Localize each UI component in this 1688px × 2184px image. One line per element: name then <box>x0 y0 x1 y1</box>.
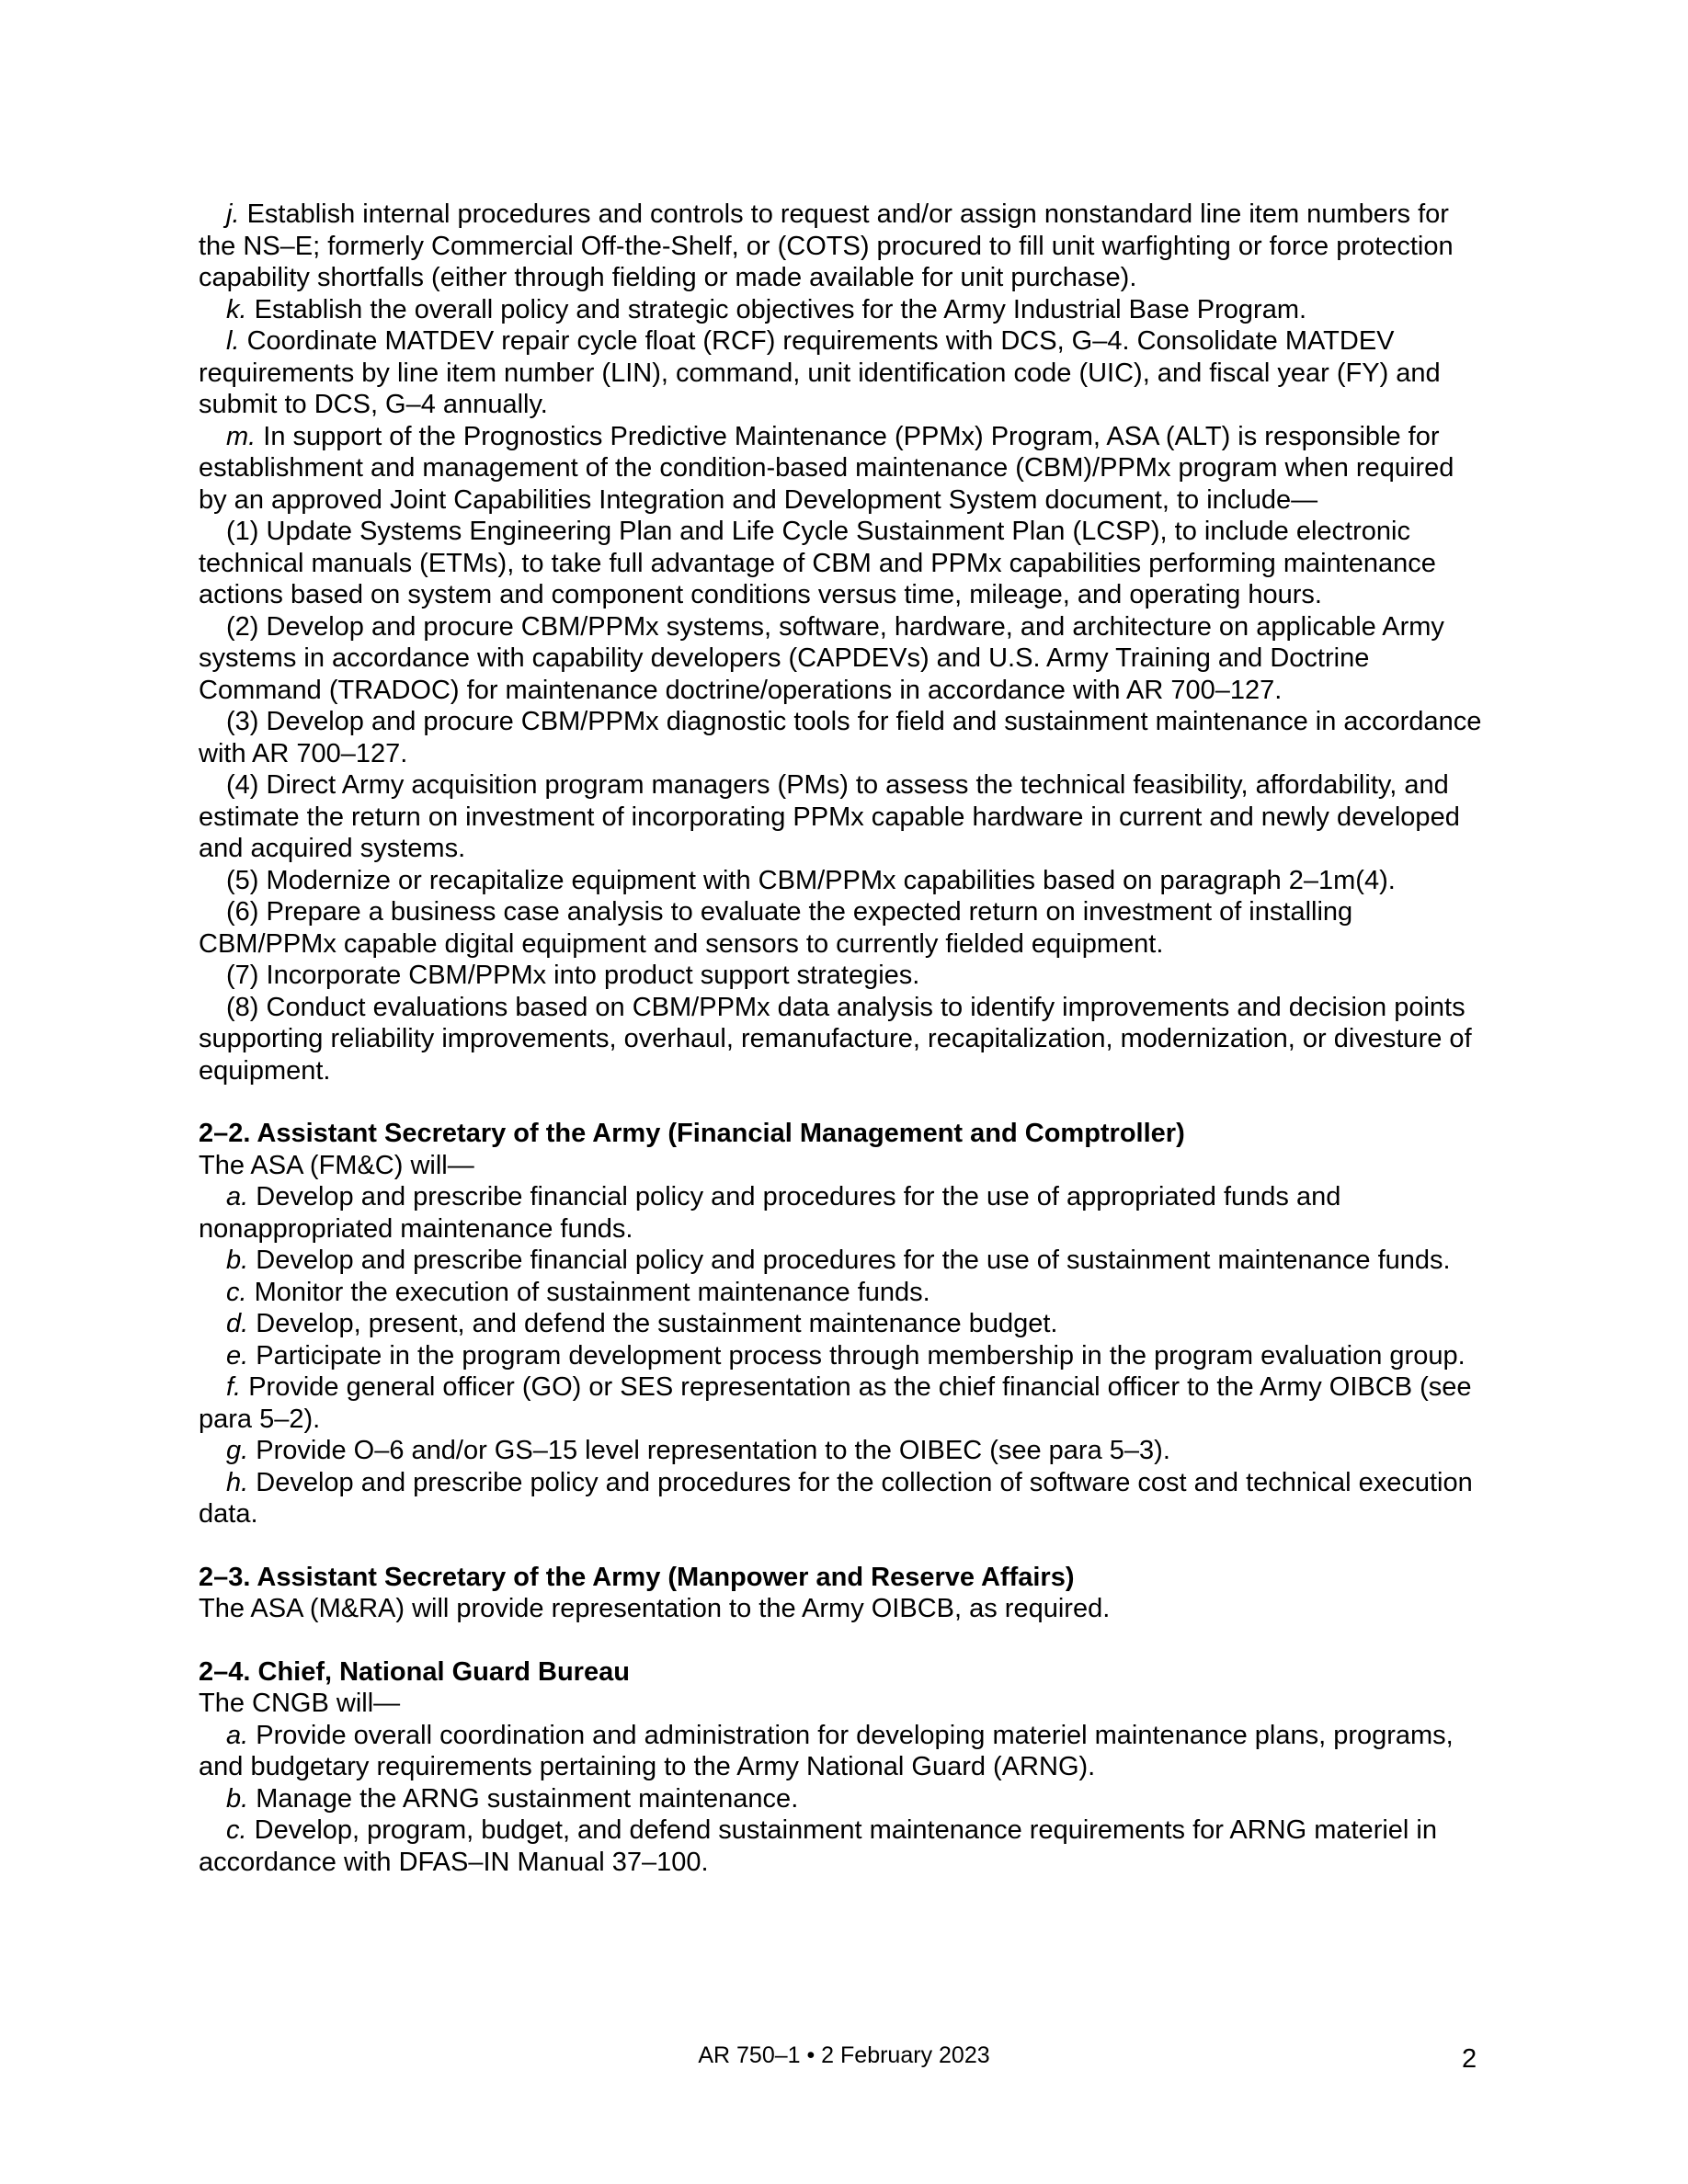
section-2-2 <box>199 1118 1489 1530</box>
paragraph-marker: (8) <box>226 992 259 1022</box>
paragraph-text: Coordinate MATDEV repair cycle float (RCF) requirements with DCS, G–4. Consolidate MATDEV requirements by line item number (LIN), command, unit identification code (UIC), and fiscal year (FY) and submit to DCS, G–4 annually. <box>199 326 1441 419</box>
paragraph-text: Establish internal procedures and controls to request and/or assign nonstandard line item numbers for the NS–E; formerly Commercial Off-the-Shelf, or (COTS) procured to fill unit warfighting or force protection capability shortfalls (either through fielding or made available for unit purchase). <box>199 199 1454 292</box>
section-item-d <box>199 1308 1489 1340</box>
item-marker: c. <box>226 1815 247 1845</box>
paragraph-m-1 <box>199 516 1489 611</box>
paragraph-m-5 <box>199 865 1489 897</box>
item-marker: g. <box>226 1436 249 1465</box>
item-marker: b. <box>226 1783 249 1814</box>
item-text: Develop, program, budget, and defend sustainment maintenance requirements for ARNG materiel in accordance with DFAS–IN Manual 37–100. <box>199 1815 1437 1877</box>
paragraph-text: Develop and procure CBM/PPMx systems, software, hardware, and architecture on applicable Army systems in accordance with capability developers (CAPDEVs) and U.S. Army Training and Doctrine Command (TRADOC) for maintenance doctrine/operations in accordance with AR 700–127. <box>199 611 1444 705</box>
item-text: Participate in the program development process through membership in the program evaluation group. <box>256 1340 1466 1371</box>
paragraph-marker: (1) <box>226 517 259 546</box>
paragraph-text: Incorporate CBM/PPMx into product support strategies. <box>266 961 920 990</box>
paragraph-l <box>199 325 1489 421</box>
paragraph-k <box>199 294 1489 326</box>
section-item-a <box>199 1720 1489 1783</box>
item-marker: d. <box>226 1309 249 1338</box>
section-item-e <box>199 1340 1489 1372</box>
section-item-f <box>199 1371 1489 1435</box>
paragraph-text: Modernize or recapitalize equipment with CBM/PPMx capabilities based on paragraph 2–1m(4). <box>266 865 1396 895</box>
paragraph-marker: (2) <box>226 611 259 642</box>
item-text: Develop and prescribe policy and procedures for the collection of software cost and technical execution data. <box>199 1467 1473 1529</box>
item-text: Provide O–6 and/or GS–15 level representation to the OIBEC (see para 5–3). <box>256 1436 1170 1465</box>
document-body <box>199 199 1489 1878</box>
paragraph-marker: (6) <box>226 897 259 927</box>
item-marker: a. <box>226 1720 249 1750</box>
paragraph-text: In support of the Prognostics Predictive Maintenance (PPMx) Program, ASA (ALT) is responsible for establishment and management of the condition-based maintenance (CBM)/PPMx program when required by an approved Joint Capabilities Integration and Development System document, to include— <box>199 421 1454 515</box>
paragraph-m-6 <box>199 896 1489 960</box>
paragraph-marker: (5) <box>226 865 259 895</box>
section-item-c <box>199 1814 1489 1878</box>
section-intro: The ASA (M&RA) will provide representation to the Army OIBCB, as required. <box>199 1594 1111 1623</box>
paragraph-text: Conduct evaluations based on CBM/PPMx data analysis to identify improvements and decision points supporting reliability improvements, overhaul, remanufacture, recapitalization, modernization, or divesture of equipment. <box>199 992 1472 1086</box>
item-text: Develop and prescribe financial policy and procedures for the use of appropriated funds and nonappropriated maintenance funds. <box>199 1182 1341 1244</box>
paragraph-m <box>199 421 1489 517</box>
item-text: Provide general officer (GO) or SES representation as the chief financial officer to the Army OIBCB (see para 5–2). <box>199 1372 1472 1434</box>
section-item-g <box>199 1435 1489 1467</box>
item-text: Develop and prescribe financial policy and procedures for the use of sustainment maintenance funds. <box>256 1246 1451 1275</box>
paragraph-marker: (3) <box>226 707 259 736</box>
section-2-4 <box>199 1656 1489 1879</box>
paragraph-j <box>199 199 1489 294</box>
section-2-3 <box>199 1562 1489 1625</box>
paragraph-text: Establish the overall policy and strategic objectives for the Army Industrial Base Program. <box>254 294 1307 324</box>
section-heading: 2–3. Assistant Secretary of the Army (Manpower and Reserve Affairs) <box>199 1562 1075 1592</box>
top-paragraph-list <box>199 199 1489 1086</box>
paragraph-marker: l. <box>226 326 240 356</box>
paragraph-m-2 <box>199 611 1489 707</box>
item-text: Provide overall coordination and administration for developing materiel maintenance plans, programs, and budgetary requirements pertaining to the Army National Guard (ARNG). <box>199 1720 1454 1781</box>
paragraph-marker: (4) <box>226 770 259 800</box>
paragraph-marker: k. <box>226 294 247 324</box>
item-marker: a. <box>226 1182 249 1211</box>
paragraph-text: Direct Army acquisition program managers (PMs) to assess the technical feasibility, affordability, and estimate the return on investment of incorporating PPMx capable hardware in current and newly developed and acquired systems. <box>199 770 1460 863</box>
item-marker: e. <box>226 1340 249 1371</box>
paragraph-m-8 <box>199 992 1489 1087</box>
item-marker: f. <box>226 1372 242 1402</box>
item-marker: b. <box>226 1246 249 1275</box>
paragraph-marker: m. <box>226 421 257 451</box>
page-number: 2 <box>1462 2044 1477 2074</box>
section-item-c <box>199 1277 1489 1309</box>
item-marker: c. <box>226 1277 247 1307</box>
item-text: Develop, present, and defend the sustainment maintenance budget. <box>256 1309 1058 1338</box>
section-item-b <box>199 1783 1489 1815</box>
item-marker: h. <box>226 1467 249 1497</box>
footer-citation: AR 750–1 • 2 February 2023 <box>698 2042 990 2068</box>
paragraph-marker: j. <box>226 199 240 229</box>
paragraph-text: Develop and procure CBM/PPMx diagnostic tools for field and sustainment maintenance in accordance with AR 700–127. <box>199 707 1482 768</box>
section-heading: 2–2. Assistant Secretary of the Army (Financial Management and Comptroller) <box>199 1119 1185 1148</box>
paragraph-m-3 <box>199 706 1489 769</box>
paragraph-marker: (7) <box>226 961 259 990</box>
section-item-b <box>199 1245 1489 1277</box>
item-text: Manage the ARNG sustainment maintenance. <box>256 1783 799 1814</box>
paragraph-text: Update Systems Engineering Plan and Life Cycle Sustainment Plan (LCSP), to include electronic technical manuals (ETMs), to take full advantage of CBM and PPMx capabilities performing maintenance actions based on system and component conditions versus time, mileage, and operating hours. <box>199 517 1436 609</box>
paragraph-m-7 <box>199 960 1489 992</box>
section-heading: 2–4. Chief, National Guard Bureau <box>199 1656 630 1687</box>
section-item-h <box>199 1467 1489 1530</box>
section-intro: The ASA (FM&C) will— <box>199 1150 474 1180</box>
item-text: Monitor the execution of sustainment maintenance funds. <box>254 1277 930 1307</box>
paragraph-text: Prepare a business case analysis to evaluate the expected return on investment of installing CBM/PPMx capable digital equipment and sensors to currently fielded equipment. <box>199 897 1353 959</box>
section-item-a <box>199 1181 1489 1245</box>
section-intro: The CNGB will— <box>199 1689 401 1718</box>
paragraph-m-4 <box>199 769 1489 865</box>
